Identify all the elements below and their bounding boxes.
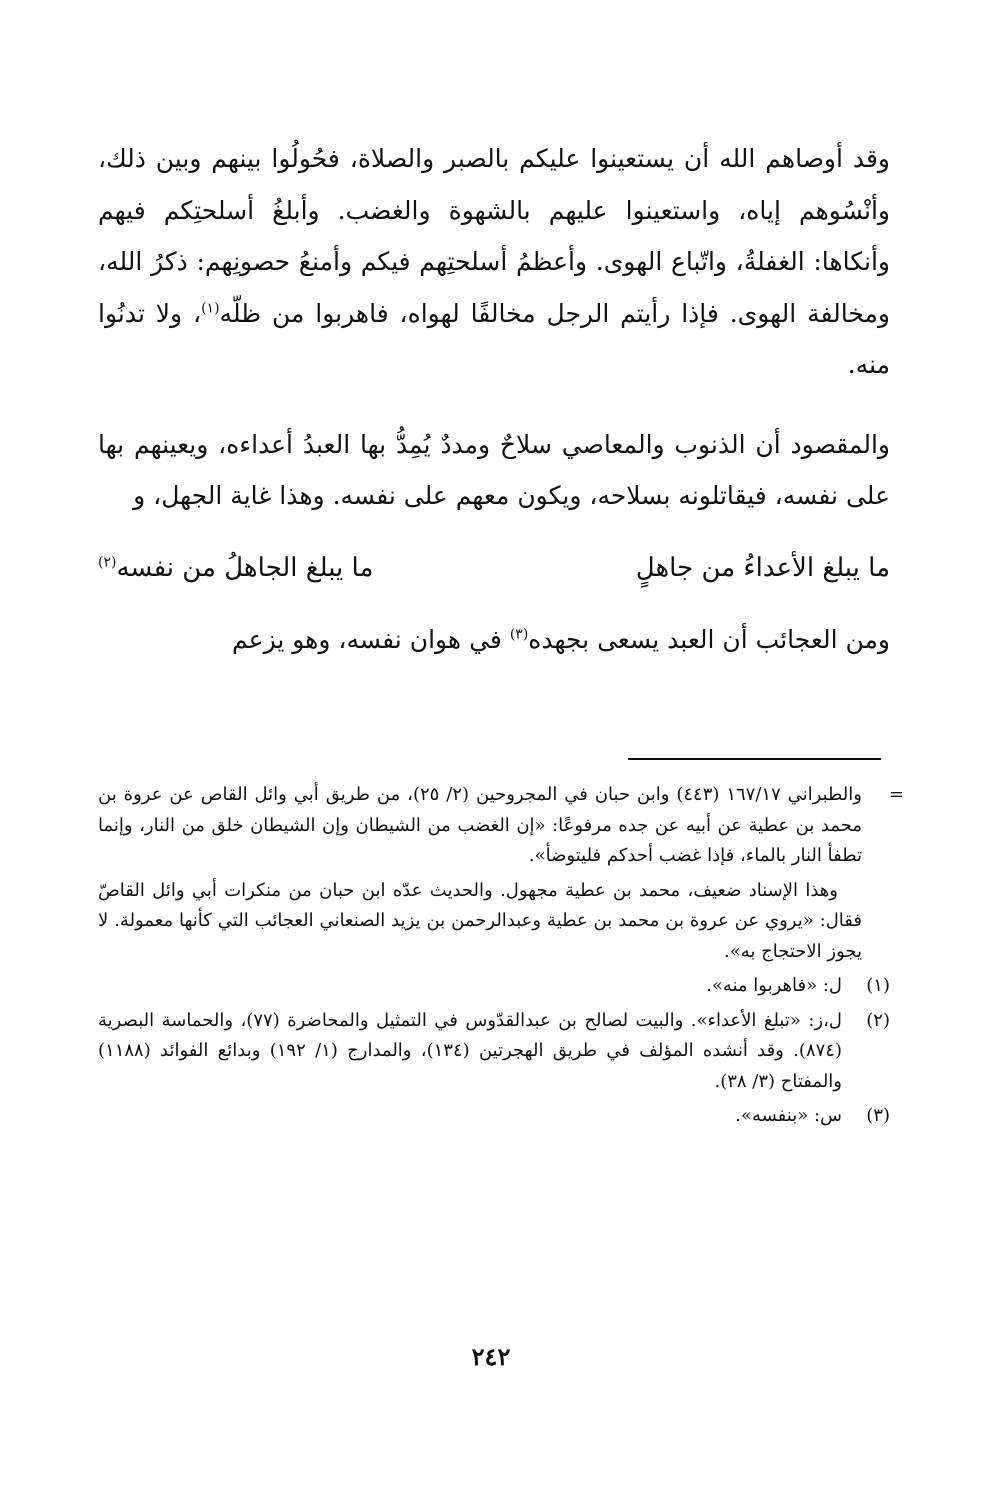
paragraph-2 <box>98 419 890 522</box>
paragraph-3-start: ومن العجائب أن العبد يسعى بجهده <box>528 624 890 654</box>
main-text <box>98 133 890 665</box>
paragraph-2-text: والمقصود أن الذنوب والمعاصي سلاحٌ ومددٌ يُمِدُّ بها العبدُ أعداءه، ويعينهم بها على نفسه، فيقاتلونه بسلاحه، ويكون معهم على نفسه. وهذا غاية الجهل، و <box>98 429 890 510</box>
footnote-ref-1: (١) <box>201 300 220 317</box>
footnote-2-number: (٢) <box>866 1009 890 1031</box>
verse-first-hemistich: ما يبلغ الأعداءُ من جاهلٍ <box>635 552 890 583</box>
continuation-text: والطبراني ١٦٧/١٧ (٤٤٣) وابن حبان في المجروحين (٢/ ٢٥)، من طريق أبي وائل القاص عن عروة بن محمد بن عطية عن أبيه عن جده مرفوعًا: «إن الغضب من الشيطان وإن الشيطان خلق من النار، وإنما تطفأ النار بالماء، فإذا غضب أحدكم فليتوضأ». <box>98 784 862 866</box>
footnote-2-text: ل،ز: «تبلغ الأعداء». والبيت لصالح بن عبدالقدّوس في التمثيل والمحاضرة (٧٧)، والحماسة البصرية (٨٧٤). وقد أنشده المؤلف في طريق الهجرتين (١٣٤)، والمدارج (١/ ١٩٢) وبدائع الفوائد (١١٨٨) والمفتاح (٣/ ٣٨). <box>98 1009 842 1092</box>
footnote-ref-2: (٢) <box>98 553 117 570</box>
footnotes-section <box>98 780 904 1132</box>
continuation-marker: = <box>888 784 904 805</box>
paragraph-3 <box>98 614 890 666</box>
verse-second-hemistich <box>98 542 373 594</box>
footnote-1 <box>98 971 890 1002</box>
footnote-3-number: (٣) <box>866 1105 890 1126</box>
paragraph-3-end: في هوان نفسه، وهو يزعم <box>232 624 510 654</box>
verse-second-text: ما يبلغ الجاهلُ من نفسه <box>116 552 374 583</box>
footnote-1-number: (١) <box>866 975 890 996</box>
page-number: ٢٤٢ <box>471 1342 511 1371</box>
footnote-separator <box>628 758 881 760</box>
footnote-ref-3: (٣) <box>509 626 529 643</box>
footnote-3-text: س: «بنفسه». <box>735 1105 842 1126</box>
paragraph-1-end: ، ولا تدنُوا منه. <box>98 298 890 379</box>
paragraph-1 <box>98 133 890 391</box>
footnote-1-text: ل: «فاهربوا منه». <box>706 975 842 996</box>
poetry-verse <box>98 542 890 594</box>
footnote-2 <box>98 1006 890 1098</box>
paragraph-1-text: وقد أوصاهم الله أن يستعينوا عليكم بالصبر والصلاة، فحُولُوا بينهم وبين ذلك، وأنْسُوهم إياه، واستعينوا عليهم بالشهوة والغضب. وأبلغُ أسلحتِكم فيهم وأنكاها: الغفلةُ، واتّباع الهوى. وأعظمُ أسلحتِهم فيكم وأمنعُ حصونِهم: ذكرُ الله، ومخالفة الهوى. فإذا رأيتم الرجل مخالفًا لهواه، فاهربوا من ظلّه <box>98 144 891 328</box>
footnote-3 <box>98 1101 890 1132</box>
footnote-continuation <box>98 780 904 872</box>
footnote-continuation-2 <box>98 876 890 968</box>
continuation-text-2: وهذا الإسناد ضعيف، محمد بن عطية مجهول. والحديث عدّه ابن حبان من منكرات أبي وائل القاصّ فقال: «يروي عن عروة بن محمد بن عطية وعبدالرحمن بن يزيد الصنعاني العجائب التي كأنها معمولة. لا يجوز الاحتجاج به». <box>98 879 862 962</box>
